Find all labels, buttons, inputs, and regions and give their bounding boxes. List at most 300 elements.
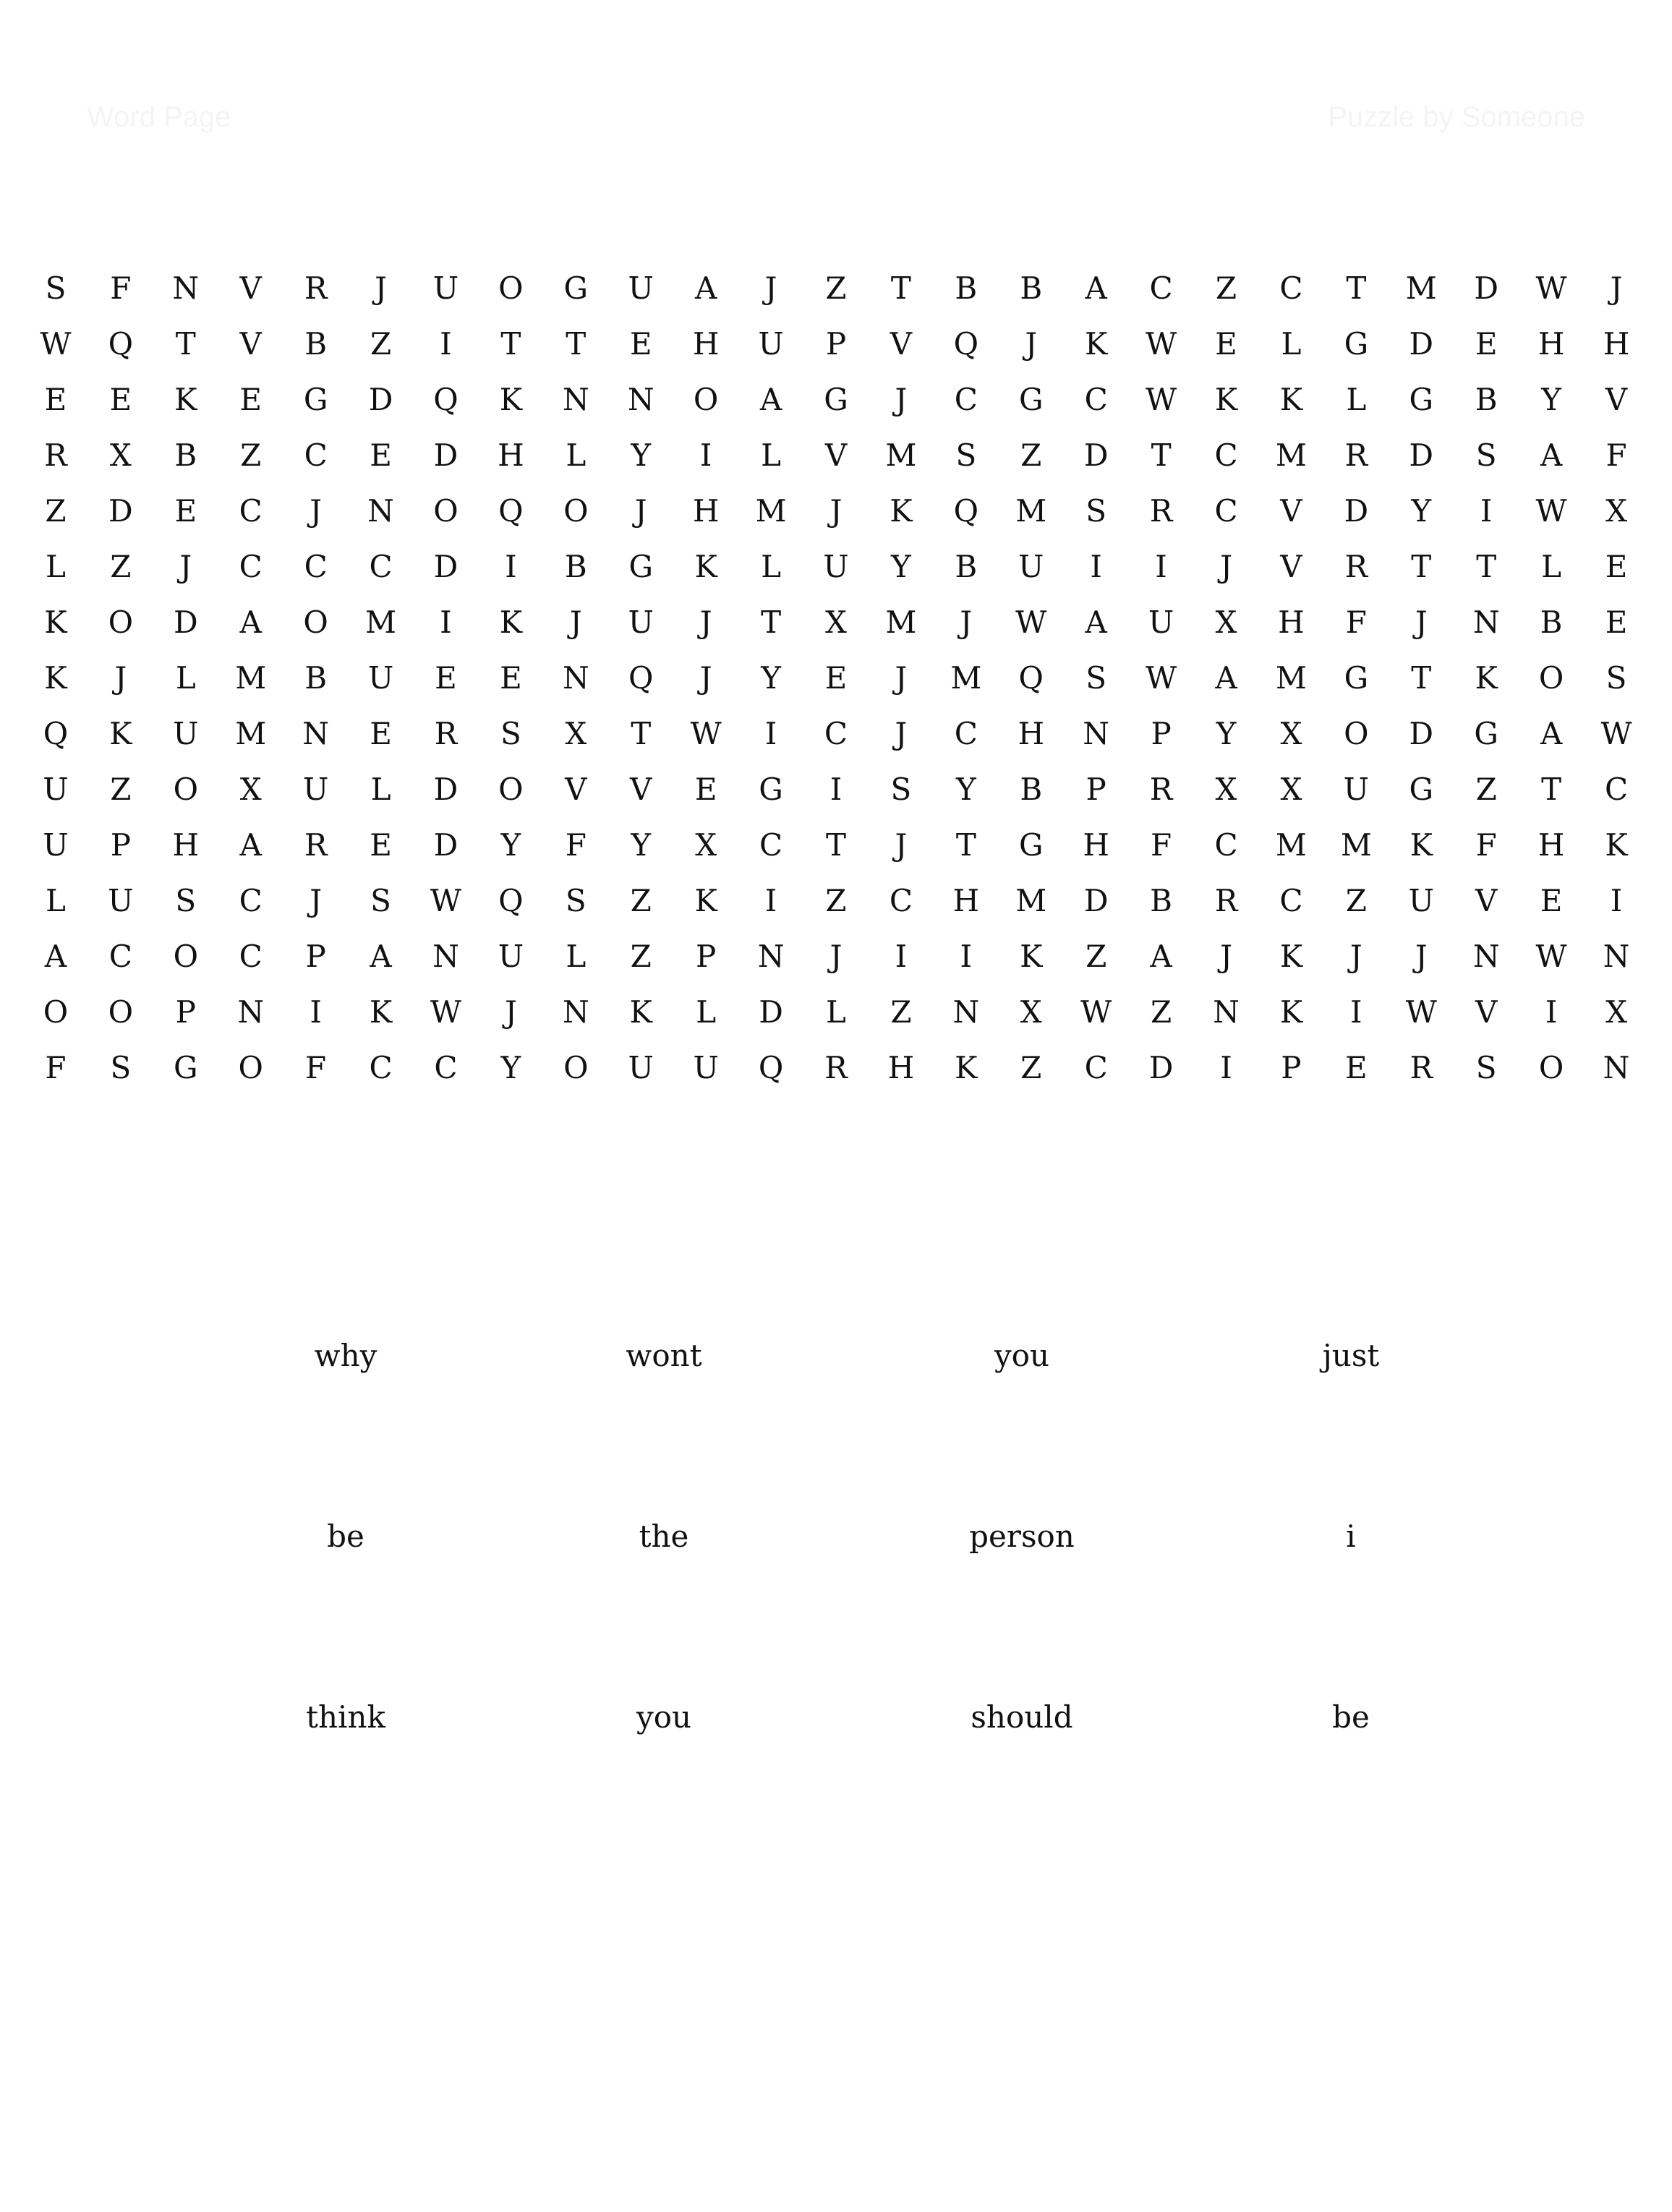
grid-letter: C (1214, 437, 1238, 473)
grid-letter: X (695, 827, 717, 863)
grid-letter: I (1220, 1049, 1232, 1085)
grid-letter: Z (240, 437, 262, 473)
grid-letter: Z (1020, 1049, 1042, 1085)
grid-letter: J (1220, 548, 1232, 584)
grid-letter: B (955, 270, 978, 306)
grid-letter: H (1603, 325, 1630, 362)
grid-letter: R (304, 270, 328, 306)
grid-letter: G (759, 771, 783, 807)
grid-letter: T (1411, 548, 1432, 584)
grid-letter: D (1409, 325, 1434, 362)
grid-letter: N (367, 492, 394, 529)
grid-letter: V (824, 437, 848, 473)
grid-letter: V (565, 771, 587, 807)
grid-letter: M (235, 715, 267, 751)
grid-letter: J (375, 270, 387, 306)
grid-letter: R (1344, 437, 1368, 473)
grid-letter: T (1151, 437, 1172, 473)
grid-letter: N (1083, 715, 1110, 751)
grid-letter: U (1343, 771, 1370, 807)
grid-letter: Z (825, 270, 847, 306)
grid-letter: F (1345, 604, 1367, 640)
grid-letter: D (1148, 1049, 1174, 1085)
grid-letter: K (44, 659, 67, 696)
grid-letter: A (239, 604, 262, 640)
grid-letter: P (175, 994, 196, 1030)
grid-letter: T (1346, 270, 1367, 306)
header-left-text: Word Page (87, 101, 231, 133)
grid-letter: O (43, 994, 69, 1030)
grid-letter: O (498, 771, 524, 807)
grid-letter: B (1475, 381, 1498, 417)
grid-letter: V (1475, 882, 1498, 918)
grid-letter: M (1275, 659, 1307, 696)
word-list-item: be (1332, 1699, 1370, 1735)
grid-letter: S (890, 771, 912, 807)
grid-letter: K (109, 715, 132, 751)
grid-letter: J (569, 604, 582, 640)
grid-letter: G (1018, 381, 1044, 417)
grid-letter: K (1279, 994, 1303, 1030)
grid-letter: V (890, 325, 913, 362)
grid-letter: T (955, 827, 976, 863)
grid-letter: X (1215, 604, 1237, 640)
grid-letter: U (823, 548, 849, 584)
grid-letter: L (761, 437, 782, 473)
grid-letter: T (631, 715, 652, 751)
grid-letter: C (239, 938, 263, 974)
grid-letter: J (895, 827, 908, 863)
grid-letter: I (764, 715, 777, 751)
grid-letter: E (370, 827, 392, 863)
grid-letter: K (1279, 938, 1303, 974)
grid-letter: H (887, 1049, 915, 1085)
grid-letter: O (1538, 659, 1564, 696)
grid-letter: U (432, 270, 459, 306)
grid-letter: N (302, 715, 329, 751)
grid-letter: B (304, 325, 328, 362)
grid-letter: E (109, 381, 132, 417)
word-list-item: you (994, 1338, 1050, 1373)
page-header (87, 101, 1585, 145)
grid-letter: J (699, 604, 712, 640)
grid-letter: W (1535, 270, 1567, 306)
grid-letter: Q (758, 1049, 784, 1085)
grid-letter: D (759, 994, 783, 1030)
grid-letter: J (764, 270, 777, 306)
grid-letter: E (1605, 604, 1628, 640)
word-list-item: should (971, 1699, 1073, 1735)
grid-letter: C (954, 381, 978, 417)
grid-letter: E (1605, 548, 1628, 584)
word-list-item: person (969, 1519, 1075, 1554)
grid-letter: H (172, 827, 200, 863)
grid-letter: L (826, 994, 846, 1030)
grid-letter: C (954, 715, 978, 751)
grid-letter: U (498, 938, 524, 974)
grid-letter: U (628, 604, 654, 640)
word-list-item: wont (626, 1338, 702, 1373)
grid-letter: D (1344, 492, 1369, 529)
grid-letter: L (566, 938, 587, 974)
grid-letter: G (1474, 715, 1498, 751)
grid-letter: P (1151, 715, 1172, 751)
grid-letter: A (44, 938, 67, 974)
grid-letter: E (1345, 1049, 1368, 1085)
grid-letter: V (630, 771, 652, 807)
grid-letter: Z (45, 492, 67, 529)
grid-letter: C (239, 882, 263, 918)
grid-letter: L (566, 437, 587, 473)
grid-letter: X (825, 604, 847, 640)
grid-letter: C (1604, 771, 1629, 807)
grid-letter: C (824, 715, 848, 751)
grid-letter: G (303, 381, 328, 417)
grid-letter: L (370, 771, 391, 807)
grid-letter: W (1600, 715, 1632, 751)
grid-letter: M (1015, 492, 1047, 529)
grid-letter: N (432, 938, 459, 974)
grid-letter: G (628, 548, 653, 584)
grid-letter: O (303, 604, 328, 640)
grid-letter: Z (370, 325, 392, 362)
grid-letter: Z (1345, 882, 1367, 918)
grid-letter: I (440, 604, 452, 640)
grid-letter: P (110, 827, 131, 863)
grid-letter: K (499, 381, 523, 417)
grid-letter: J (1349, 938, 1362, 974)
grid-letter: N (757, 938, 785, 974)
grid-letter: J (310, 882, 323, 918)
grid-letter: D (1474, 270, 1499, 306)
grid-letter: N (172, 270, 200, 306)
grid-letter: C (369, 548, 393, 584)
grid-letter: H (1278, 604, 1305, 640)
grid-letter: A (694, 270, 717, 306)
grid-letter: G (1409, 381, 1434, 417)
grid-letter: F (565, 827, 587, 863)
grid-letter: G (563, 270, 589, 306)
grid-letter: S (955, 437, 977, 473)
grid-letter: P (1085, 771, 1106, 807)
grid-letter: I (440, 325, 452, 362)
grid-letter: C (889, 882, 913, 918)
grid-letter: O (173, 771, 198, 807)
grid-letter: R (1344, 548, 1368, 584)
grid-letter: K (174, 381, 197, 417)
grid-letter: R (434, 715, 458, 751)
grid-letter: E (1475, 325, 1498, 362)
grid-letter: S (370, 882, 391, 918)
grid-letter: J (1220, 938, 1232, 974)
grid-letter: K (1214, 381, 1238, 417)
grid-letter: A (370, 938, 392, 974)
grid-letter: T (1476, 548, 1497, 584)
grid-letter: H (1537, 325, 1565, 362)
grid-letter: J (895, 659, 908, 696)
grid-letter: Z (110, 548, 132, 584)
grid-letter: H (1083, 827, 1109, 863)
grid-letter: B (564, 548, 587, 584)
grid-letter: I (1155, 548, 1167, 584)
grid-letter: O (238, 1049, 263, 1085)
grid-letter: O (173, 938, 198, 974)
grid-letter: Y (631, 827, 652, 863)
grid-letter: W (1146, 659, 1177, 696)
grid-letter: N (562, 381, 589, 417)
grid-letter: D (173, 604, 198, 640)
grid-letter: P (696, 938, 717, 974)
grid-letter: R (304, 827, 328, 863)
grid-letter: F (1605, 437, 1627, 473)
grid-letter: F (1475, 827, 1497, 863)
grid-letter: R (824, 1049, 848, 1085)
grid-letter: K (1409, 827, 1433, 863)
grid-letter: J (699, 659, 712, 696)
grid-letter: N (562, 659, 589, 696)
grid-letter: X (1215, 771, 1237, 807)
word-list-item: why (314, 1338, 378, 1373)
word-list-item: i (1346, 1519, 1356, 1554)
grid-letter: J (310, 492, 323, 529)
grid-letter: P (1281, 1049, 1302, 1085)
grid-letter: Q (433, 381, 458, 417)
grid-letter: M (235, 659, 267, 696)
grid-letter: I (699, 437, 712, 473)
grid-letter: I (310, 994, 322, 1030)
grid-letter: A (1540, 715, 1563, 751)
grid-letter: Y (631, 437, 652, 473)
grid-letter: C (759, 827, 783, 863)
grid-letter: Y (891, 548, 911, 584)
grid-letter: G (174, 1049, 198, 1085)
grid-letter: G (824, 381, 848, 417)
grid-letter: W (1405, 994, 1437, 1030)
grid-letter: N (1472, 604, 1500, 640)
grid-letter: E (1215, 325, 1237, 362)
grid-letter: M (885, 604, 917, 640)
grid-letter: S (1085, 492, 1107, 529)
grid-letter: B (174, 437, 197, 473)
grid-letter: J (829, 938, 843, 974)
grid-letter: B (1020, 270, 1043, 306)
grid-letter: K (499, 604, 523, 640)
grid-letter: J (634, 492, 647, 529)
grid-letter: Z (630, 938, 652, 974)
grid-letter: S (1475, 1049, 1497, 1085)
grid-letter: D (368, 381, 393, 417)
grid-letter: U (108, 882, 134, 918)
grid-letter: Q (498, 492, 524, 529)
grid-letter: M (1405, 270, 1437, 306)
grid-letter: I (960, 938, 973, 974)
grid-letter: C (304, 548, 328, 584)
grid-letter: E (44, 381, 67, 417)
word-list-item: you (636, 1699, 692, 1735)
grid-letter: C (239, 548, 263, 584)
grid-letter: U (1018, 548, 1044, 584)
grid-letter: I (764, 882, 777, 918)
grid-letter: S (175, 882, 197, 918)
grid-letter: S (500, 715, 521, 751)
grid-letter: L (175, 659, 196, 696)
grid-letter: Z (1475, 771, 1497, 807)
grid-letter: B (1150, 882, 1173, 918)
grid-letter: M (365, 604, 397, 640)
grid-letter: I (1090, 548, 1102, 584)
grid-letter: X (565, 715, 587, 751)
grid-letter: X (1020, 994, 1042, 1030)
grid-letter: X (1605, 994, 1627, 1030)
grid-letter: Z (1085, 938, 1107, 974)
grid-letter: Z (1150, 994, 1172, 1030)
grid-letter: B (1020, 771, 1043, 807)
grid-letter: U (1148, 604, 1174, 640)
grid-letter: E (629, 325, 652, 362)
grid-letter: E (174, 492, 197, 529)
grid-letter: K (955, 1049, 978, 1085)
grid-letter: L (46, 548, 66, 584)
grid-letter: Q (108, 325, 134, 362)
grid-letter: I (829, 771, 843, 807)
grid-letter: W (1535, 938, 1567, 974)
grid-letter: Z (1020, 437, 1042, 473)
grid-letter: N (237, 994, 265, 1030)
grid-letter: W (1535, 492, 1567, 529)
grid-letter: Y (761, 659, 781, 696)
grid-letter: J (895, 715, 908, 751)
grid-letter: M (885, 437, 917, 473)
grid-letter: T (890, 270, 911, 306)
grid-letter: K (1084, 325, 1108, 362)
grid-letter: L (761, 548, 782, 584)
grid-letter: X (1280, 715, 1302, 751)
grid-letter: E (370, 715, 392, 751)
grid-letter: T (1411, 659, 1432, 696)
grid-letter: Y (955, 771, 976, 807)
grid-letter: A (1085, 270, 1107, 306)
grid-letter: J (114, 659, 127, 696)
grid-letter: T (500, 325, 521, 362)
grid-letter: T (825, 827, 846, 863)
grid-letter: V (239, 270, 262, 306)
grid-letter: B (1540, 604, 1563, 640)
grid-letter: M (1015, 882, 1047, 918)
grid-letter: Q (953, 492, 979, 529)
grid-letter: L (1346, 381, 1367, 417)
grid-letter: X (239, 771, 262, 807)
word-list-item: just (1322, 1338, 1380, 1373)
grid-letter: C (434, 1049, 458, 1085)
grid-letter: F (110, 270, 132, 306)
grid-letter: A (1540, 437, 1563, 473)
grid-letter: N (952, 994, 980, 1030)
grid-letter: V (239, 325, 262, 362)
grid-letter: T (566, 325, 587, 362)
grid-letter: U (693, 1049, 719, 1085)
grid-letter: V (1605, 381, 1628, 417)
grid-letter: Q (628, 659, 654, 696)
grid-letter: Q (1018, 659, 1044, 696)
grid-letter: C (1084, 1049, 1108, 1085)
grid-letter: N (1603, 938, 1630, 974)
grid-letter: D (1083, 882, 1109, 918)
grid-letter: B (304, 659, 328, 696)
grid-letter: I (1480, 492, 1493, 529)
grid-letter: S (1475, 437, 1497, 473)
grid-letter: U (173, 715, 199, 751)
grid-letter: L (46, 882, 66, 918)
grid-letter: W (690, 715, 722, 751)
grid-letter: X (1280, 771, 1302, 807)
grid-letter: L (1281, 325, 1302, 362)
grid-letter: H (952, 882, 980, 918)
grid-letter: U (43, 827, 69, 863)
grid-letter: S (1085, 659, 1107, 696)
grid-letter: O (563, 492, 589, 529)
grid-letter: C (1279, 270, 1303, 306)
grid-letter: I (1350, 994, 1362, 1030)
grid-letter: Y (500, 1049, 521, 1085)
grid-letter: T (761, 604, 782, 640)
grid-letter: I (895, 938, 908, 974)
grid-letter: H (1537, 827, 1565, 863)
grid-letter: T (1541, 771, 1562, 807)
grid-letter: C (1214, 827, 1238, 863)
grid-letter: D (1083, 437, 1109, 473)
grid-letter: E (500, 659, 522, 696)
grid-letter: D (433, 771, 458, 807)
grid-letter: A (1215, 659, 1237, 696)
grid-letter: R (1149, 771, 1173, 807)
word-list-item: the (639, 1519, 689, 1554)
grid-letter: Z (890, 994, 912, 1030)
grid-letter: W (1080, 994, 1112, 1030)
grid-letter: U (628, 1049, 654, 1085)
grid-letter: A (1150, 938, 1172, 974)
grid-letter: R (1214, 882, 1238, 918)
grid-letter: Y (1411, 492, 1432, 529)
grid-letter: G (1409, 771, 1434, 807)
grid-letter: S (45, 270, 67, 306)
grid-letter: C (304, 437, 328, 473)
grid-letter: J (829, 492, 843, 529)
grid-letter: C (239, 492, 263, 529)
grid-letter: E (370, 437, 392, 473)
grid-letter: C (1084, 381, 1108, 417)
grid-letter: J (1415, 938, 1428, 974)
grid-letter: Z (1215, 270, 1237, 306)
grid-letter: N (1213, 994, 1240, 1030)
grid-letter: R (1409, 1049, 1433, 1085)
grid-letter: E (824, 659, 848, 696)
grid-letter: N (1472, 938, 1500, 974)
grid-letter: H (1018, 715, 1045, 751)
grid-letter: K (629, 994, 652, 1030)
grid-letter: D (433, 437, 458, 473)
grid-letter: Y (1541, 381, 1561, 417)
grid-letter: S (565, 882, 587, 918)
grid-letter: N (562, 994, 589, 1030)
grid-letter: K (1605, 827, 1628, 863)
grid-letter: K (1020, 938, 1043, 974)
grid-letter: J (1415, 604, 1428, 640)
grid-letter: C (1279, 882, 1303, 918)
grid-letter: F (1151, 827, 1172, 863)
header-right-text: Puzzle by Someone (1328, 101, 1585, 133)
grid-letter: O (1344, 715, 1369, 751)
grid-letter: C (108, 938, 132, 974)
